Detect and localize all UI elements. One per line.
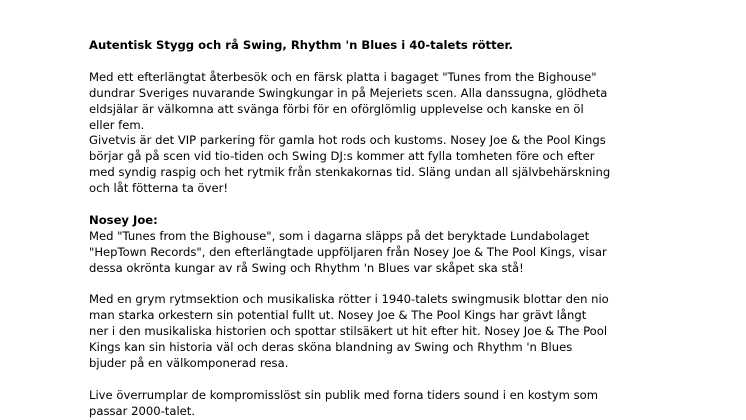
section-paragraph: [89, 229, 689, 277]
spacer: [89, 277, 689, 293]
spacer: [89, 197, 689, 213]
section-heading: Nosey Joe:: [89, 212, 158, 227]
text-line: Med en grym rytmsektion och musikaliska rötter i 1940-talets swingmusik blottar den nio: [89, 292, 609, 307]
intro-paragraph: [89, 70, 689, 197]
spacer: [89, 372, 689, 388]
document-title: Autentisk Stygg och rå Swing, Rhythm 'n Blues i 40-talets rötter.: [89, 38, 513, 52]
text-line: och låt fötterna ta över!: [89, 181, 228, 196]
spacer: [89, 54, 689, 70]
text-line: bjuder på en välkomponerad resa.: [89, 356, 289, 371]
text-line: Live överrumplar de kompromisslöst sin publik med forna tiders sound i en kostym som: [89, 387, 599, 402]
text-line: börjar gå på scen vid tio-tiden och Swing DJ:s kommer att fylla tomheten före och efter: [89, 149, 595, 164]
text-line: "HepTown Records", den efterlängtade uppföljaren från Nosey Joe & The Pool Kings, visar: [89, 244, 607, 259]
text-line: ner i den musikaliska historien och spottar stilsäkert ut hit efter hit. Nosey Joe & The Pool: [89, 324, 608, 339]
text-line: eller fem.: [89, 117, 145, 132]
text-line: Kings kan sin historia väl och deras sköna blandning av Swing och Rhythm 'n Blues: [89, 340, 573, 355]
text-line: dessa okrönta kungar av rå Swing och Rhythm 'n Blues var skåpet ska stå!: [89, 260, 524, 275]
band-paragraph: [89, 292, 689, 372]
text-line: passar 2000-talet.: [89, 403, 196, 418]
text-line: Med "Tunes from the Bighouse", som i dagarna släpps på det beryktade Lundabolaget: [89, 228, 590, 243]
document-body: [89, 38, 689, 420]
text-line: dundrar Sveriges nuvarande Swingkungar in på Mejeriets scen. Alla danssugna, glödheta: [89, 85, 608, 100]
text-line: Med ett efterlängtat återbesök och en färsk platta i bagaget "Tunes from the Bighouse": [89, 69, 597, 84]
text-line: Givetvis är det VIP parkering för gamla hot rods och kustoms. Nosey Joe & the Pool Kings: [89, 133, 606, 148]
text-line: man starka orkestern sin potential fullt ut. Nosey Joe & The Pool Kings har grävt långt: [89, 308, 587, 323]
live-paragraph: [89, 388, 689, 420]
text-line: eldsjälar är välkomna att svänga förbi för en oförglömlig upplevelse och kanske en öl: [89, 101, 584, 116]
text-line: med syndig raspig och het rytmik från stenkakornas tid. Släng undan all självbehärskning: [89, 165, 611, 180]
